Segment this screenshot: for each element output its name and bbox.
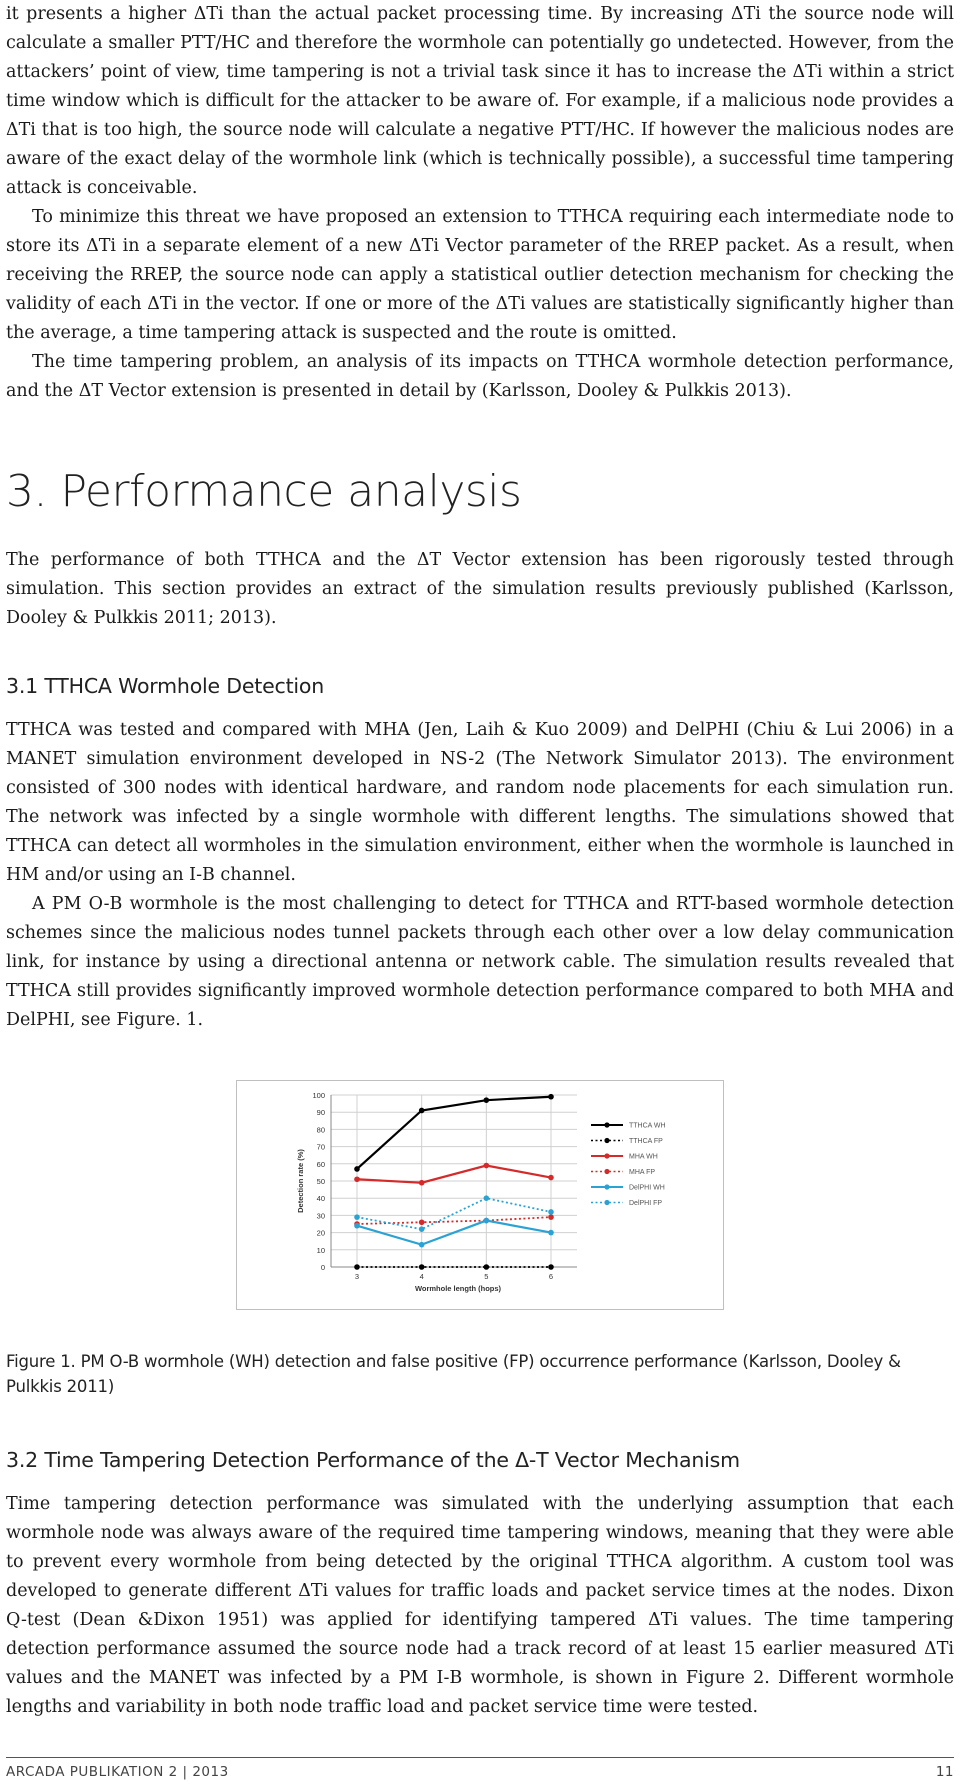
body-paragraph-1: it presents a higher ΔTi than the actual packet processing time. By increasing ΔTi the source node will calculate a smaller PTT/HC and therefore the wormhole can potentially go undetected. However, from the attackers’ point of view, time tampering is not a trivial task since it has to increase the ΔTi within a strict time window which is difficult for the attacker to be aware of. For example, if a malicious node provides a ΔTi that is too high, the source node will calculate a negative PTT/HC. If however the malicious nodes are aware of the exact delay of the wormhole link (which is technically possible), a successful time tampering attack is conceivable. (6, 4, 954, 198)
data-point (548, 1094, 554, 1100)
data-point (354, 1264, 360, 1270)
data-point (419, 1242, 425, 1248)
y-tick-label: 10 (316, 1245, 325, 1255)
section-3-1-paragraph-2: A PM O-B wormhole is the most challenging to detect for TTHCA and RTT-based wormhole detection schemes since the malicious nodes tunnel packets through each other over a low delay communication link, for instance by using a directional antenna or network cable. The simulation results revealed that TTHCA still provides significantly improved wormhole detection performance compared to both MHA and DelPHI, see Figure. 1. (6, 894, 954, 1030)
legend-label: MHA FP (629, 1169, 656, 1176)
series-line (357, 1166, 551, 1183)
data-point (484, 1163, 490, 1169)
data-point (548, 1230, 554, 1236)
data-point (548, 1214, 554, 1220)
body-paragraph-3: The time tampering problem, an analysis of its impacts on TTHCA wormhole detection performance, and the ΔT Vector extension is presented in detail by (Karlsson, Dooley & Pulkkis 2013). (6, 352, 954, 401)
section-3-2-paragraph-1: Time tampering detection performance was simulated with the underlying assumption that each wormhole node was always aware of the required time tampering windows, meaning that they were able to prevent every wormhole from being detected by the original TTHCA algorithm. A custom tool was developed to generate different ΔTi values for traffic loads and packet service times at the nodes. Dixon Q-test (Dean &Dixon 1951) was applied for identifying tampered ΔTi values. The time tampering detection performance assumed the source node had a track record of at least 15 earlier measured ΔTi values and the MANET was infected by a PM I-B wormhole, is shown in Figure 2. Different wormhole lengths and variability in both node traffic load and packet service time were tested. (6, 1494, 954, 1717)
section-3-intro: The performance of both TTHCA and the ΔT Vector extension has been rigorously tested through simulation. This section provides an extract of the simulation results previously published (Karlsson, Dooley & Pulkkis 2011; 2013). (6, 550, 954, 628)
x-tick-label: 6 (548, 1272, 554, 1281)
legend-label: TTHCA WH (629, 1122, 666, 1130)
y-tick-label: 20 (316, 1228, 325, 1238)
data-point (548, 1264, 554, 1270)
legend-label: TTHCA FP (629, 1138, 663, 1145)
y-tick-label: 0 (320, 1263, 325, 1272)
y-axis-label: Detection rate (%) (296, 1149, 305, 1213)
y-tick-label: 60 (316, 1159, 325, 1169)
x-tick-label: 3 (354, 1272, 360, 1281)
data-point (548, 1209, 554, 1215)
y-tick-label: 30 (316, 1211, 325, 1221)
data-point (484, 1264, 490, 1270)
series-line (357, 1217, 551, 1224)
line-chart (237, 1081, 723, 1309)
data-point (484, 1195, 490, 1201)
legend-marker (604, 1153, 609, 1158)
section-3-1-paragraph-1: TTHCA was tested and compared with MHA (Jen, Laih & Kuo 2009) and DelPHI (Chiu & Lui 2006) in a MANET simulation environment developed in NS-2 (The Network Simulator 2013). The environment consisted of 300 nodes with identical hardware, and random node placements for each simulation run. The network was infected by a single wormhole with different lengths. The simulations showed that TTHCA can detect all wormholes in the simulation environment, either when the wormhole is launched in HM and/or using an I-B channel. (6, 720, 954, 885)
y-tick-label: 90 (316, 1108, 325, 1118)
y-tick-label: 80 (316, 1125, 325, 1135)
legend-marker (604, 1200, 609, 1205)
section-3-2-heading: 3.2 Time Tampering Detection Performance of the Δ-T Vector Mechanism (6, 1448, 740, 1472)
legend-marker (604, 1122, 609, 1127)
data-point (419, 1219, 425, 1225)
data-point (419, 1108, 425, 1114)
body-paragraph-2: To minimize this threat we have proposed an extension to TTHCA requiring each intermediate node to store its ΔTi in a separate element of a new ΔTi Vector parameter of the RREP packet. As a result, when receiving the RREP, the source node can apply a statistical outlier detection mechanism for checking the validity of each ΔTi in the vector. If one or more of the ΔTi values are statistically significantly higher than the average, a time tampering attack is suspected and the route is omitted. (6, 207, 954, 343)
series-line (357, 1198, 551, 1229)
legend-marker (604, 1138, 609, 1143)
section-3-1-heading: 3.1 TTHCA Wormhole Detection (6, 674, 325, 698)
data-point (419, 1264, 425, 1270)
footer-publication: ARCADA PUBLIKATION 2 | 2013 (6, 1764, 229, 1780)
series-line (357, 1097, 551, 1169)
data-point (548, 1175, 554, 1181)
legend-marker (604, 1184, 609, 1189)
data-point (354, 1214, 360, 1220)
y-tick-label: 100 (312, 1091, 325, 1100)
data-point (354, 1223, 360, 1229)
footer-page-number: 11 (935, 1764, 954, 1780)
x-axis-label: Wormhole length (hops) (414, 1284, 502, 1293)
page-footer (6, 1757, 954, 1782)
data-point (419, 1180, 425, 1186)
data-point (354, 1166, 360, 1172)
data-point (484, 1218, 490, 1224)
y-tick-label: 70 (316, 1142, 325, 1152)
figure-1-chart (236, 1080, 724, 1310)
data-point (484, 1097, 490, 1103)
y-tick-label: 40 (316, 1194, 325, 1204)
data-point (419, 1226, 425, 1232)
figure-1-caption: Figure 1. PM O-B wormhole (WH) detection and false positive (FP) occurrence performance (Karlsson, Dooley & Pulkkis 2011) (6, 1352, 901, 1396)
y-tick-label: 50 (316, 1177, 325, 1186)
legend-label: MHA WH (629, 1153, 658, 1161)
legend-label: DelPHI FP (629, 1200, 663, 1207)
section-3-heading: 3. Performance analysis (6, 466, 522, 517)
legend-label: DelPHI WH (629, 1184, 665, 1192)
x-tick-label: 4 (419, 1272, 424, 1281)
data-point (354, 1176, 360, 1182)
legend-marker (604, 1169, 609, 1174)
x-tick-label: 5 (484, 1272, 489, 1281)
